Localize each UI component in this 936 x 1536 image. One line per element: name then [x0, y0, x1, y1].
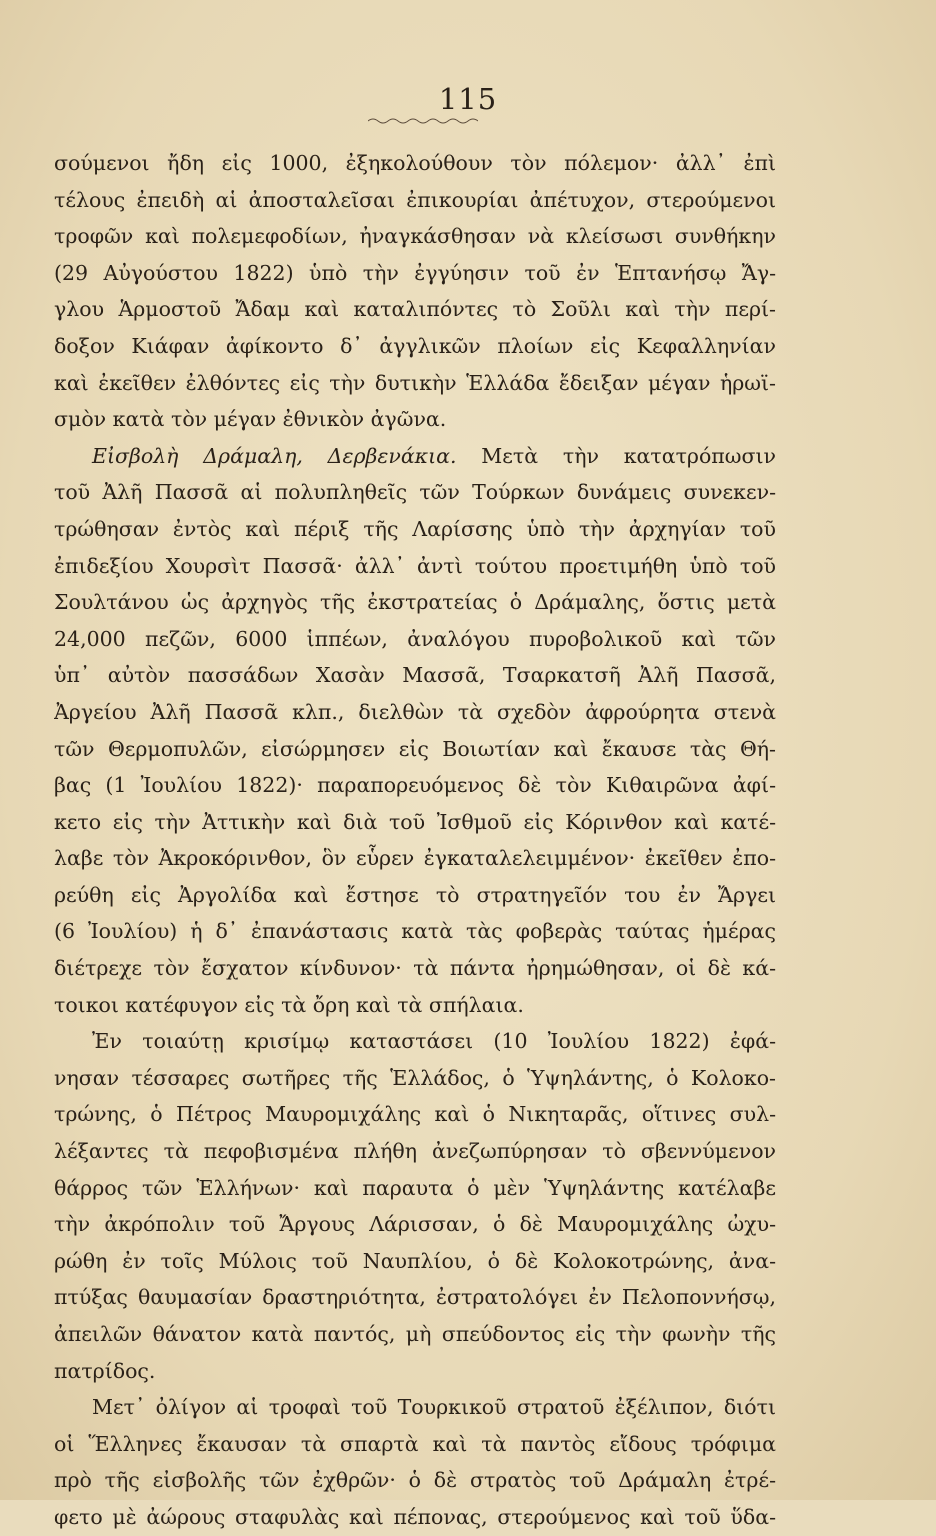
- paragraph: [54, 1389, 776, 1535]
- text-line: ρώθη ἐν τοῖς Μύλοις τοῦ Ναυπλίου, ὁ δὲ Κολοκοτρώνης, ἀνα-: [54, 1248, 776, 1273]
- paragraph: [54, 145, 776, 438]
- text-line: τροφῶν καὶ πολεμεφοδίων, ἠναγκάσθησαν νὰ κλείσωσι συνθήκην: [54, 224, 776, 249]
- text-line: Μετ᾽ ὀλίγον αἱ τροφαὶ τοῦ Τουρκικοῦ στρατοῦ ἐξέλιπον, διότι: [92, 1395, 776, 1420]
- text-line: 24,000 πεζῶν, 6000 ἱππέων, ἀναλόγου πυροβολικοῦ καὶ τῶν: [54, 626, 776, 651]
- text-line: διέτρεχε τὸν ἔσχατον κίνδυνον· τὰ πάντα ἠρημώθησαν, οἱ δὲ κά-: [54, 956, 776, 981]
- text-line: καὶ ἐκεῖθεν ἐλθόντες εἰς τὴν δυτικὴν Ἑλλάδα ἔδειξαν μέγαν ἡρωϊ-: [54, 370, 776, 395]
- paragraph: [54, 1023, 776, 1389]
- text-line: (29 Αὐγούστου 1822) ὑπὸ τὴν ἐγγύησιν τοῦ ἐν Ἑπτανήσῳ Ἄγ-: [54, 260, 776, 285]
- text-line: λαβε τὸν Ἀκροκόρινθον, ὃν εὗρεν ἐγκαταλελειμμένον· ἐκεῖθεν ἐπο-: [54, 846, 776, 871]
- text-line: τρώνης, ὁ Πέτρος Μαυρομιχάλης καὶ ὁ Νικηταρᾶς, οἵτινες συλ-: [54, 1102, 776, 1127]
- text-line: δοξον Κιάφαν ἀφίκοντο δ᾽ ἀγγλικῶν πλοίων εἰς Κεφαλληνίαν: [54, 333, 776, 358]
- page-number: 115: [438, 82, 498, 116]
- paragraph: [54, 438, 776, 1024]
- text-line: βας (1 Ἰουλίου 1822)· παραπορευόμενος δὲ τὸν Κιθαιρῶνα ἀφί-: [54, 773, 776, 798]
- text-line: (6 Ἰουλίου) ἡ δ᾽ ἐπανάστασις κατὰ τὰς φοβερὰς ταύτας ἡμέρας: [54, 919, 776, 944]
- text-line: ἐπιδεξίου Χουρσὶτ Πασσᾶ· ἀλλ᾽ ἀντὶ τούτου προετιμήθη ὑπὸ τοῦ: [54, 553, 776, 578]
- body-text: [54, 145, 776, 1536]
- text-line: Σουλτάνου ὡς ἀρχηγὸς τῆς ἐκστρατείας ὁ Δράμαλης, ὅστις μετὰ: [54, 590, 776, 615]
- text-line: τοῦ Ἀλῆ Πασσᾶ αἱ πολυπληθεῖς τῶν Τούρκων δυνάμεις συνεκεν-: [54, 480, 776, 505]
- text-fragment: Μετὰ τὴν κατατρόπωσιν: [456, 443, 776, 468]
- text-line: σμὸν κατὰ τὸν μέγαν ἐθνικὸν ἀγῶνα.: [54, 407, 447, 432]
- wavy-line-ornament-icon: [368, 117, 478, 125]
- text-line: φετο μὲ ἀώρους σταφυλὰς καὶ πέπονας, στερούμενος καὶ τοῦ ὕδα-: [54, 1504, 776, 1529]
- text-line: θάρρος τῶν Ἑλλήνων· καὶ παραυτα ὁ μὲν Ὑψηλάντης κατέλαβε: [54, 1175, 776, 1200]
- text-line: [54, 438, 776, 475]
- text-line: πατρίδος.: [54, 1358, 156, 1383]
- text-line: πτύξας θαυμασίαν δραστηριότητα, ἐστρατολόγει ἐν Πελοποννήσῳ,: [54, 1285, 776, 1310]
- text-line: οἱ Ἕλληνες ἔκαυσαν τὰ σπαρτὰ καὶ τὰ παντὸς εἴδους τρόφιμα: [54, 1431, 776, 1456]
- text-line: νησαν τέσσαρες σωτῆρες τῆς Ἑλλάδος, ὁ Ὑψηλάντης, ὁ Κολοκο-: [54, 1065, 776, 1090]
- text-line: τῶν Θερμοπυλῶν, εἰσώρμησεν εἰς Βοιωτίαν καὶ ἔκαυσε τὰς Θή-: [54, 736, 776, 761]
- text-line: τέλους ἐπειδὴ αἱ ἀποσταλεῖσαι ἐπικουρίαι ἀπέτυχον, στερούμενοι: [54, 187, 776, 212]
- text-line: ἀπειλῶν θάνατον κατὰ παντός, μὴ σπεύδοντος εἰς τὴν φωνὴν τῆς: [54, 1322, 776, 1346]
- text-line: Ἀργείου Ἀλῆ Πασσᾶ κλπ., διελθὼν τὰ σχεδὸν ἀφρούρητα στενὰ: [54, 699, 776, 724]
- text-line: ὑπ᾽ αὐτὸν πασσάδων Χασὰν Μασσᾶ, Τσαρκατσῆ Ἀλῆ Πασσᾶ,: [54, 663, 776, 688]
- section-heading: Εἰσβολὴ Δράμαλη, Δερβενάκια.: [92, 443, 457, 468]
- text-line: τρώθησαν ἐντὸς καὶ πέριξ τῆς Λαρίσσης ὑπὸ τὴν ἀρχηγίαν τοῦ: [54, 516, 776, 541]
- text-line: σούμενοι ἤδη εἰς 1000, ἐξηκολούθουν τὸν πόλεμον· ἀλλ᾽ ἐπὶ: [54, 151, 776, 175]
- text-line: ρεύθη εἰς Ἀργολίδα καὶ ἔστησε τὸ στρατηγεῖόν του ἐν Ἄργει: [54, 882, 776, 907]
- text-line: τοικοι κατέφυγον εἰς τὰ ὄρη καὶ τὰ σπήλαια.: [54, 992, 524, 1017]
- text-line: τὴν ἀκρόπολιν τοῦ Ἄργους Λάρισσαν, ὁ δὲ Μαυρομιχάλης ὠχυ-: [54, 1212, 776, 1237]
- text-line: λέξαντες τὰ πεφοβισμένα πλήθη ἀνεζωπύρησαν τὸ σβεννύμενον: [54, 1139, 776, 1164]
- text-line: γλου Ἁρμοστοῦ Ἄδαμ καὶ καταλιπόντες τὸ Σοῦλι καὶ τὴν περί-: [54, 297, 776, 322]
- text-line: Ἐν τοιαύτῃ κρισίμῳ καταστάσει (10 Ἰουλίου 1822) ἐφά-: [92, 1029, 776, 1054]
- text-line: κετο εἰς τὴν Ἀττικὴν καὶ διὰ τοῦ Ἰσθμοῦ εἰς Κόρινθον καὶ κατέ-: [54, 809, 776, 834]
- text-line: πρὸ τῆς εἰσβολῆς τῶν ἐχθρῶν· ὁ δὲ στρατὸς τοῦ Δράμαλη ἐτρέ-: [54, 1468, 776, 1493]
